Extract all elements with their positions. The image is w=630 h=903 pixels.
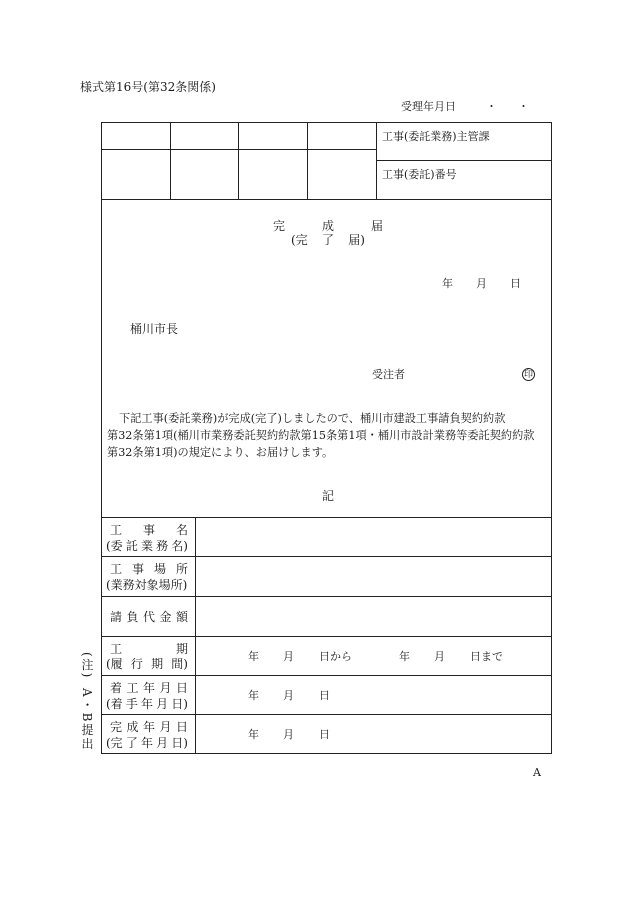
received-date-sep1: ・ xyxy=(486,100,497,113)
body-line-3: 第32条第1項)の規定により、お届けします。 xyxy=(107,446,334,459)
period-month-from: 月 xyxy=(283,650,294,663)
received-date-label: 受理年月日 xyxy=(401,100,456,113)
footer-mark: A xyxy=(533,766,541,779)
grid-line xyxy=(170,122,171,199)
grid-line xyxy=(376,160,552,161)
side-note-paren: (注) xyxy=(80,652,94,680)
document-subtitle: (完 了 届) xyxy=(291,233,365,247)
row-label-period-sub: (履 行 期 間) xyxy=(106,657,188,671)
completion-month: 月 xyxy=(283,728,294,741)
body-line-2: 第32条第1項(桶川市業務委託契約約款第15条第1項・桶川市設計業務等委託契約約款 xyxy=(107,429,535,442)
body-line-1: 下記工事(委託業務)が完成(完了)しましたので、桶川市建設工事請負契約約款 xyxy=(119,412,506,425)
grid-line xyxy=(101,149,376,150)
row-label-completion-date: 完 成 年 月 日 xyxy=(110,720,188,734)
addressee: 桶川市長 xyxy=(130,322,179,336)
completion-year: 年 xyxy=(248,728,259,741)
document-date: 年 月 日 xyxy=(442,277,521,290)
row-label-contract-amount: 請 負 代 金 額 xyxy=(110,610,188,624)
grid-line xyxy=(238,122,239,199)
row-label-start-date: 着 工 年 月 日 xyxy=(110,681,188,695)
department-label: 工事(委託業務)主管課 xyxy=(382,130,490,143)
row-label-work-name-sub: (委 託 業 務 名) xyxy=(106,539,188,553)
grid-line xyxy=(101,517,552,518)
period-month-to: 月 xyxy=(434,650,445,663)
start-month: 月 xyxy=(283,689,294,702)
start-day: 日 xyxy=(319,689,330,702)
grid-line xyxy=(101,714,552,715)
ki-mark: 記 xyxy=(322,489,335,503)
form-number: 様式第16号(第32条関係) xyxy=(80,80,216,94)
grid-line xyxy=(101,199,552,200)
row-label-start-date-sub: (着 手 年 月 日) xyxy=(106,697,188,711)
row-label-work-name: 工 事 名 xyxy=(110,523,188,537)
period-year-from: 年 xyxy=(248,650,259,663)
seal-mark: 印 xyxy=(523,370,533,380)
period-day-to: 日まで xyxy=(470,650,503,663)
document-title: 完 成 届 xyxy=(273,219,383,233)
completion-day: 日 xyxy=(319,728,330,741)
grid-line xyxy=(101,675,552,676)
row-label-completion-date-sub: (完 了 年 月 日) xyxy=(106,736,188,750)
grid-line xyxy=(101,636,552,637)
period-year-to: 年 xyxy=(399,650,410,663)
contractor-label: 受注者 xyxy=(372,368,405,381)
row-label-work-place-sub: (業務対象場所) xyxy=(106,578,188,592)
received-date-sep2: ・ xyxy=(518,100,529,113)
side-note-text: A・B提出 xyxy=(80,688,94,752)
row-label-period: 工 期 xyxy=(110,642,188,656)
grid-line xyxy=(307,122,308,199)
start-year: 年 xyxy=(248,689,259,702)
grid-line xyxy=(195,517,196,754)
grid-line xyxy=(101,556,552,557)
period-day-from: 日から xyxy=(319,650,352,663)
work-number-label: 工事(委託)番号 xyxy=(382,168,457,181)
row-label-work-place: 工 事 場 所 xyxy=(110,562,188,576)
grid-line xyxy=(101,596,552,597)
